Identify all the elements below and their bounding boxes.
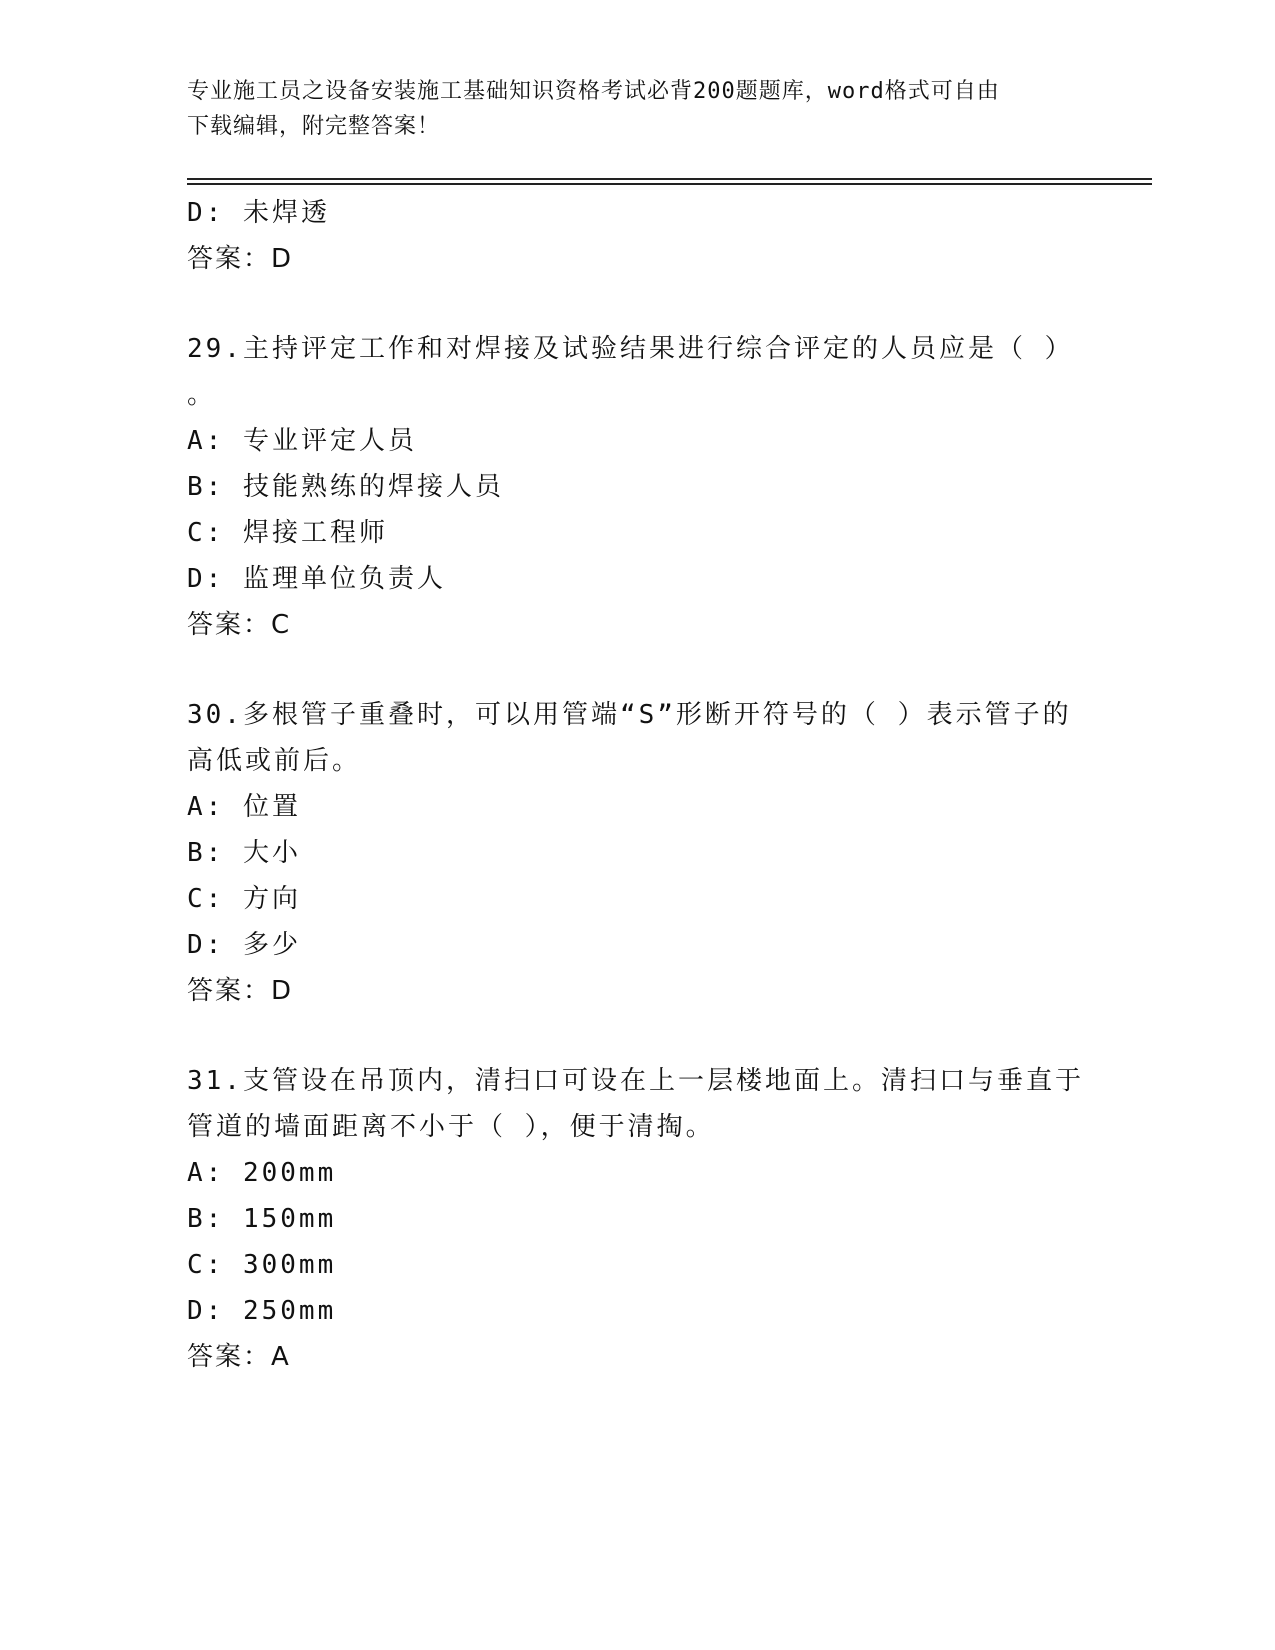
option-a: A: 位置 xyxy=(187,792,301,822)
answer-line: 答案：D xyxy=(187,976,294,1006)
option-a: A: 专业评定人员 xyxy=(187,426,417,456)
question-stem-line-2: 管道的墙面距离不小于（ ），便于清掏。 xyxy=(187,1112,715,1142)
option-a: A: 200mm xyxy=(187,1158,337,1188)
option-d: D: 多少 xyxy=(187,930,301,960)
option-b: B: 大小 xyxy=(187,838,301,868)
option-c: C: 300mm xyxy=(187,1250,337,1280)
header-title-line-2: 下载编辑，附完整答案！ xyxy=(187,114,441,139)
answer-line: 答案：A xyxy=(187,1342,291,1372)
document-header xyxy=(187,74,1077,144)
question-stem-line-1: 29.主持评定工作和对焊接及试验结果进行综合评定的人员应是（ ） xyxy=(187,334,1074,364)
question-stem-line-1: 30.多根管子重叠时，可以用管端“S”形断开符号的（ ）表示管子的 xyxy=(187,700,1072,730)
option-c: C: 焊接工程师 xyxy=(187,518,388,548)
question-stem-line-2: 。 xyxy=(187,380,217,410)
option-b: B: 技能熟练的焊接人员 xyxy=(187,472,504,502)
question-stem-line-1: 31.支管设在吊顶内，清扫口可设在上一层楼地面上。清扫口与垂直于 xyxy=(187,1066,1084,1096)
option-d: D: 监理单位负责人 xyxy=(187,564,446,594)
header-rule-bottom xyxy=(187,183,1152,185)
option-d: D: 未焊透 xyxy=(187,198,330,228)
question-30 xyxy=(187,692,1087,1014)
question-list xyxy=(187,190,1087,1380)
question-29 xyxy=(187,326,1087,648)
question-31 xyxy=(187,1058,1087,1380)
answer-line: 答案：D xyxy=(187,244,294,274)
header-title-line-1: 专业施工员之设备安装施工基础知识资格考试必背200题题库，word格式可自由 xyxy=(187,79,1000,104)
header-rule-top xyxy=(187,178,1152,180)
option-b: B: 150mm xyxy=(187,1204,337,1234)
question-stem-line-2: 高低或前后。 xyxy=(187,746,362,776)
answer-line: 答案：C xyxy=(187,610,292,640)
option-c: C: 方向 xyxy=(187,884,301,914)
option-d: D: 250mm xyxy=(187,1296,337,1326)
question-28-tail xyxy=(187,190,1087,282)
